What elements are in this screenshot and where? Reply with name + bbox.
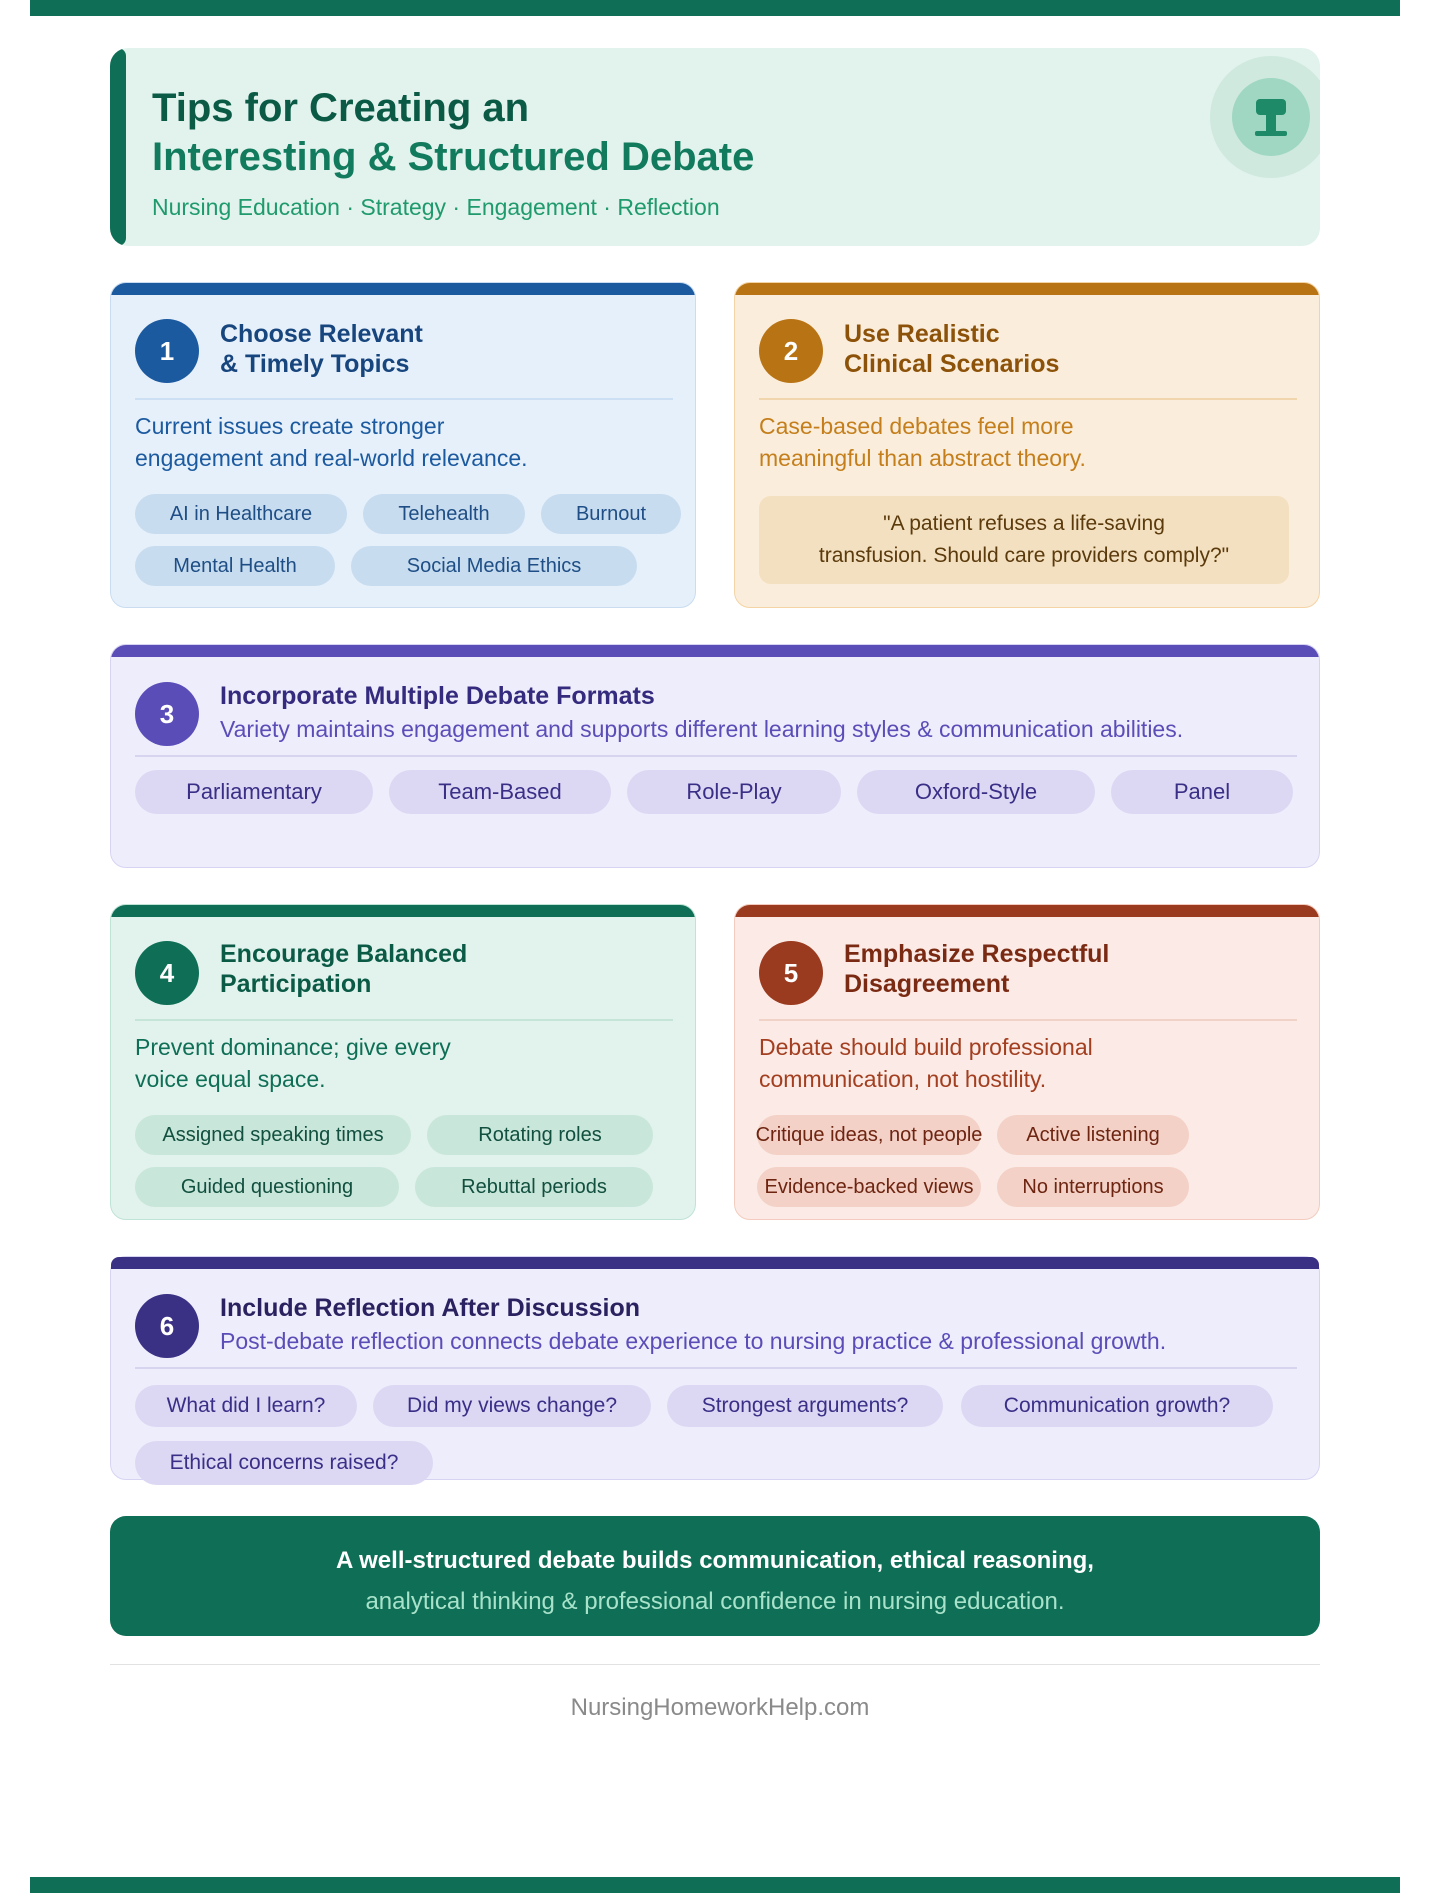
- respect-tag: Active listening: [997, 1115, 1189, 1155]
- summary-banner: [110, 1516, 1320, 1636]
- card-top-bar: [111, 283, 695, 295]
- tip-description: Post-debate reflection connects debate experience to nursing practice & professional growth.: [220, 1328, 1167, 1354]
- scenario-quote-line2: transfusion. Should care providers comply?": [818, 544, 1230, 567]
- reflection-tag: Ethical concerns raised?: [135, 1441, 433, 1485]
- tip-number-badge: 5: [759, 941, 823, 1005]
- tip-card-6: [110, 1256, 1320, 1480]
- card-top-bar: [111, 645, 1319, 657]
- tip-description: Variety maintains engagement and supports different learning styles & communication abilities.: [220, 716, 1184, 742]
- format-tag: Team-Based: [389, 770, 611, 814]
- tip-title-line2: Clinical Scenarios: [844, 350, 1060, 378]
- tip-description-line2: voice equal space.: [135, 1066, 326, 1092]
- card-top-bar: [735, 283, 1319, 295]
- reflection-tag: Communication growth?: [961, 1385, 1273, 1427]
- card-top-bar: [111, 1257, 1319, 1269]
- tip-title-line1: Choose Relevant: [220, 320, 423, 348]
- header-accent-bar: [110, 48, 126, 246]
- tip-description: [759, 1031, 1093, 1095]
- participation-tag: Guided questioning: [135, 1167, 399, 1207]
- card-divider: [135, 1019, 673, 1021]
- tip-description-line2: meaningful than abstract theory.: [759, 445, 1086, 471]
- participation-tag: Assigned speaking times: [135, 1115, 411, 1155]
- tip-description-line2: engagement and real-world relevance.: [135, 445, 528, 471]
- tip-title-line1: Use Realistic: [844, 320, 1000, 348]
- tip-title-line2: Participation: [220, 970, 372, 998]
- tip-title: [220, 939, 467, 999]
- tip-description: [135, 1031, 451, 1095]
- participation-tag: Rebuttal periods: [415, 1167, 653, 1207]
- page-title: [152, 84, 754, 182]
- tip-description-line1: Case-based debates feel more: [759, 413, 1074, 439]
- tip-description-line1: Debate should build professional: [759, 1034, 1093, 1060]
- scenario-quote-line1: "A patient refuses a life-saving: [883, 512, 1165, 535]
- tip-title-line1: Emphasize Respectful: [844, 940, 1110, 968]
- summary-line1: A well-structured debate builds communication, ethical reasoning,: [336, 1547, 1094, 1574]
- footer-divider: [110, 1664, 1320, 1665]
- tip-title-line1: Encourage Balanced: [220, 940, 468, 968]
- respect-tag: Evidence-backed views: [757, 1167, 981, 1207]
- respect-tag: Critique ideas, not people: [757, 1115, 981, 1155]
- tip-number-badge: 1: [135, 319, 199, 383]
- site-credit: NursingHomeworkHelp.com: [570, 1694, 870, 1721]
- respect-tag: No interruptions: [997, 1167, 1189, 1207]
- page-subtitle: Nursing Education · Strategy · Engagement · Reflection: [152, 194, 720, 220]
- tip-description: [135, 410, 528, 474]
- page-title-line2: Interesting & Structured Debate: [152, 135, 755, 179]
- tip-card-1: [110, 282, 696, 608]
- page-title-line1: Tips for Creating an: [152, 86, 530, 130]
- tip-card-4: [110, 904, 696, 1220]
- tip-title-line2: & Timely Topics: [220, 350, 410, 378]
- tip-title: Incorporate Multiple Debate Formats: [220, 682, 655, 710]
- reflection-tag: Strongest arguments?: [667, 1385, 943, 1427]
- top-accent-bar: [30, 0, 1400, 16]
- topic-tag: Telehealth: [363, 494, 525, 534]
- card-divider: [759, 1019, 1297, 1021]
- card-divider: [135, 1367, 1297, 1369]
- tip-description-line1: Prevent dominance; give every: [135, 1034, 451, 1060]
- tip-title: [220, 319, 423, 379]
- topic-tag: Burnout: [541, 494, 681, 534]
- card-divider: [759, 398, 1297, 400]
- tip-number-badge: 2: [759, 319, 823, 383]
- tip-number-badge: 6: [135, 1294, 199, 1358]
- format-tag: Role-Play: [627, 770, 841, 814]
- tip-description: [759, 410, 1086, 474]
- podium-icon: [1232, 78, 1310, 156]
- card-divider: [135, 398, 673, 400]
- summary-line2: analytical thinking & professional confidence in nursing education.: [365, 1588, 1065, 1615]
- format-tag: Oxford-Style: [857, 770, 1095, 814]
- page-header: [110, 48, 1320, 246]
- tip-description-line1: Current issues create stronger: [135, 413, 445, 439]
- format-tag: Panel: [1111, 770, 1293, 814]
- tip-title: [844, 319, 1059, 379]
- participation-tag: Rotating roles: [427, 1115, 653, 1155]
- tip-title: [844, 939, 1109, 999]
- tip-description-line2: communication, not hostility.: [759, 1066, 1047, 1092]
- tip-card-3: [110, 644, 1320, 868]
- card-top-bar: [735, 905, 1319, 917]
- topic-tag: Mental Health: [135, 546, 335, 586]
- card-divider: [135, 755, 1297, 757]
- bottom-accent-bar: [30, 1877, 1400, 1893]
- tip-card-2: [734, 282, 1320, 608]
- format-tag: Parliamentary: [135, 770, 373, 814]
- tip-title-line2: Disagreement: [844, 970, 1010, 998]
- reflection-tag: Did my views change?: [373, 1385, 651, 1427]
- topic-tag: AI in Healthcare: [135, 494, 347, 534]
- tip-number-badge: 4: [135, 941, 199, 1005]
- tip-title: Include Reflection After Discussion: [220, 1294, 640, 1322]
- scenario-quote: [759, 496, 1289, 584]
- card-top-bar: [111, 905, 695, 917]
- reflection-tag: What did I learn?: [135, 1385, 357, 1427]
- tip-number-badge: 3: [135, 682, 199, 746]
- tip-card-5: [734, 904, 1320, 1220]
- topic-tag: Social Media Ethics: [351, 546, 637, 586]
